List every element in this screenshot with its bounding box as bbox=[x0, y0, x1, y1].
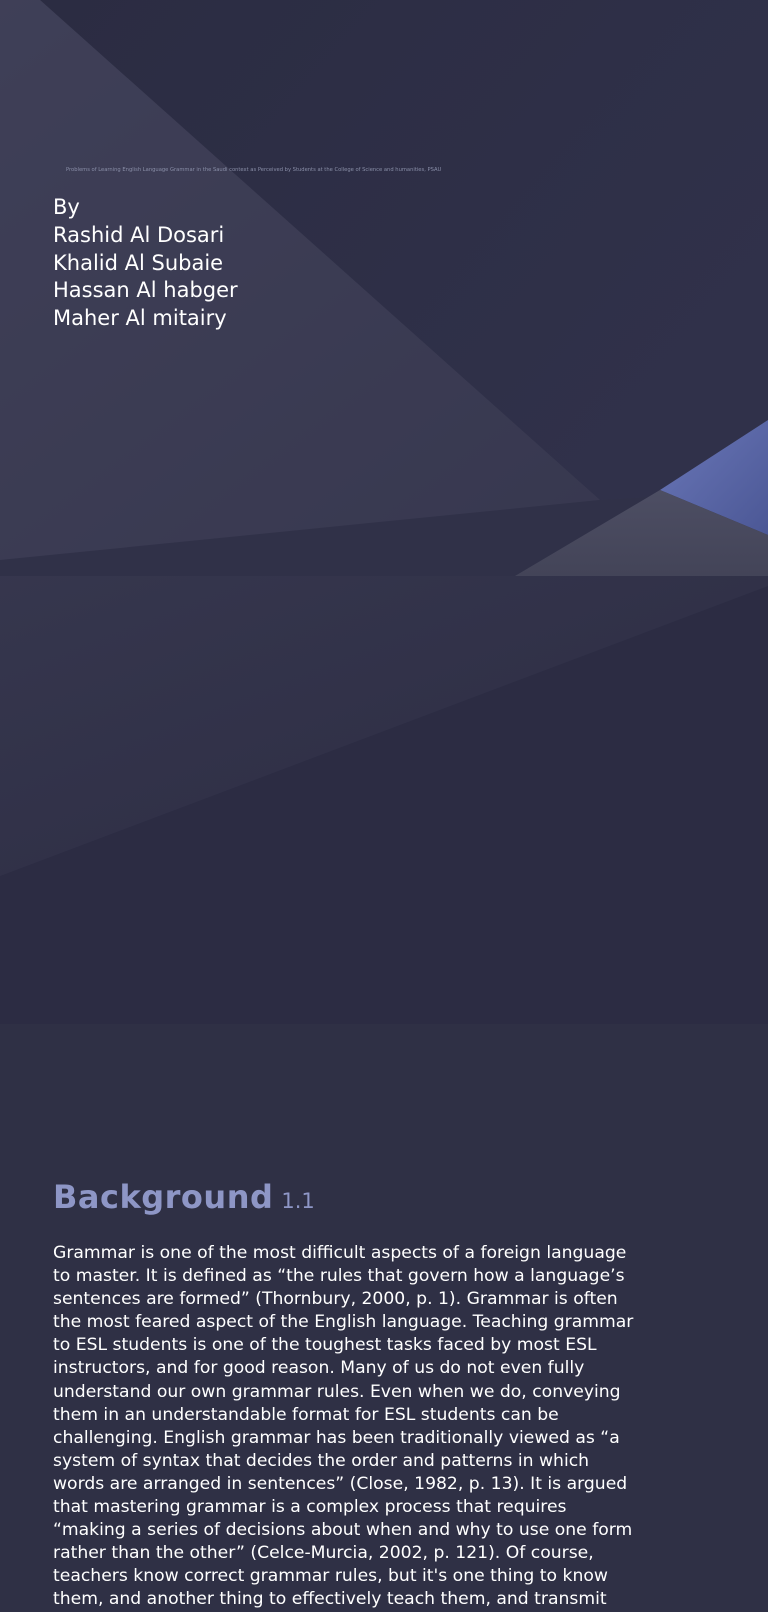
author-line: Hassan Al habger bbox=[53, 278, 238, 303]
section-heading bbox=[53, 1178, 315, 1216]
section-number: 1.1 bbox=[281, 1189, 315, 1213]
author-list bbox=[53, 194, 238, 333]
heading-text: Background bbox=[53, 1178, 274, 1216]
background-slide bbox=[0, 576, 768, 1610]
author-line: Rashid Al Dosari bbox=[53, 222, 225, 247]
author-line: Maher Al mitairy bbox=[53, 306, 227, 331]
author-line: Khalid Al Subaie bbox=[53, 250, 224, 275]
slide-background-shapes bbox=[0, 576, 768, 1024]
presentation-title: Problems of Learning English Language Grammar in the Saudi context as Perceived by Students at the College of Science and humanities, PSAU bbox=[66, 167, 442, 173]
author-line: By bbox=[53, 195, 80, 219]
body-paragraph: Grammar is one of the most difficult aspects of a foreign language to master. It is defined as “the rules that govern how a language’s sentences are formed” (Thornbury, 2000, p. 1). Grammar is often the most feared aspect of the English language. Teaching grammar to ESL students is one of the toughest tasks faced by most ESL instructors, and for good reason. Many of us do not even fully understand our own grammar rules. Even when we do, conveying them in an understandable format for ESL students can be challenging. English grammar has been traditionally viewed as “a system of syntax that decides the order and patterns in which words are arranged in sentences” (Close, 1982, p. 13). It is argued that mastering grammar is a complex process that requires “making a series of decisions about when and why to use one form rather than the other” (Celce-Murcia, 2002, p. 121). Of course, teachers know correct grammar rules, but it's one thing to know them, and another thing to effectively teach them, and transmit bbox=[53, 1243, 634, 1610]
title-slide bbox=[0, 0, 768, 576]
